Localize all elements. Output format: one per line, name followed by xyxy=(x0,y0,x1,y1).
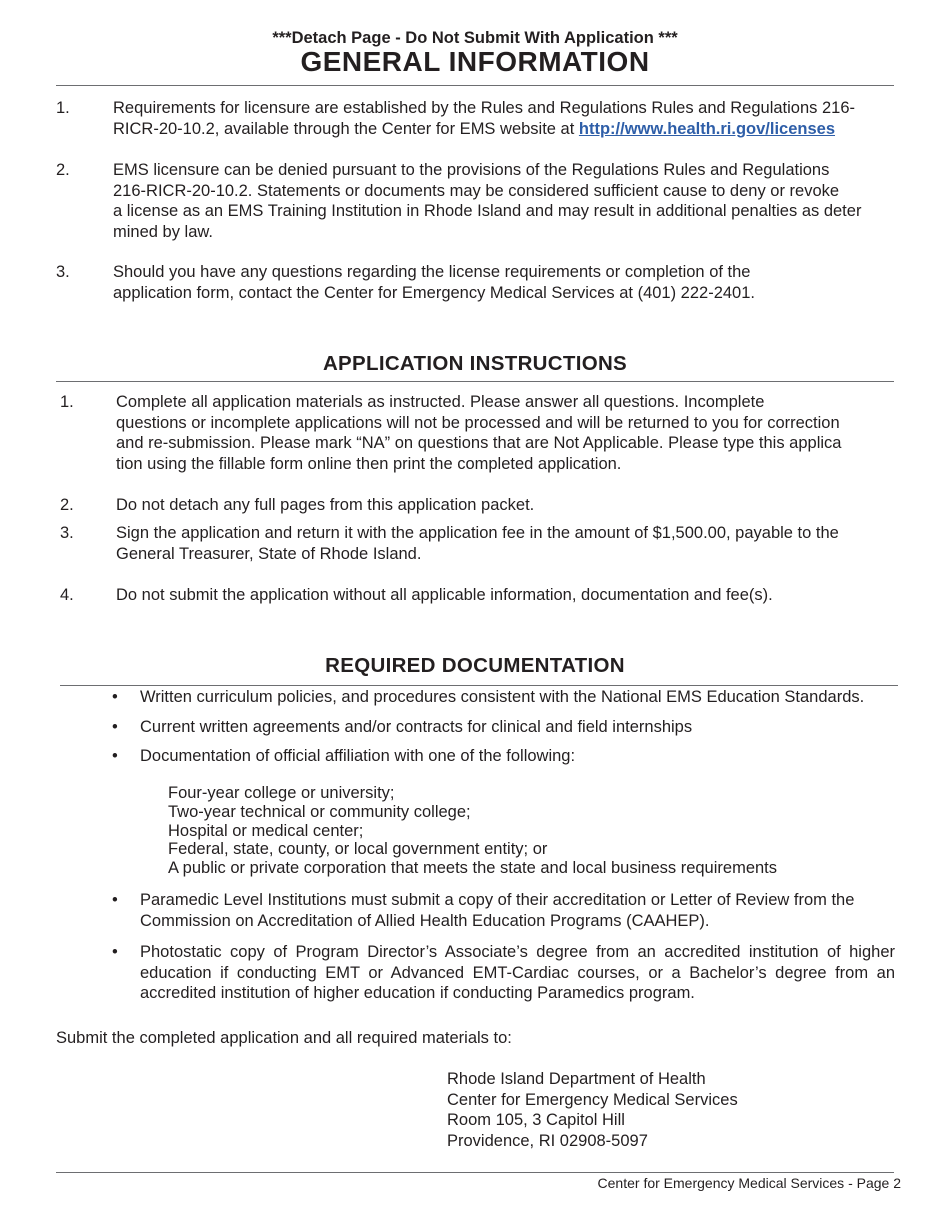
text-line: Should you have any questions regarding the license requirements or completion of the xyxy=(113,263,751,281)
instruction-number: 1. xyxy=(60,393,74,411)
required-docs-heading: REQUIRED DOCUMENTATION xyxy=(325,654,625,677)
instruction-item-3 xyxy=(116,523,916,564)
text-line: Sign the application and return it with the application fee in the amount of $1,500.00, payable to the xyxy=(116,524,839,542)
instruction-item-4 xyxy=(116,585,916,606)
address-line: Providence, RI 02908-5097 xyxy=(447,1131,648,1150)
affiliation-item: Hospital or medical center; xyxy=(168,821,364,840)
required-doc-item: Documentation of official affiliation with one of the following: xyxy=(140,747,576,765)
affiliation-item: Four-year college or university; xyxy=(168,784,395,802)
required-doc-item: Written curriculum policies, and procedures consistent with the National EMS Education Standards. xyxy=(140,688,865,706)
text-line: tion using the fillable form online then print the completed application. xyxy=(116,454,622,473)
general-item-number: 1. xyxy=(56,99,70,117)
address-line: Center for Emergency Medical Services xyxy=(447,1090,738,1109)
general-item-3 xyxy=(113,262,913,303)
title-divider xyxy=(56,85,894,86)
text-line: a license as an EMS Training Institution in Rhode Island and may result in additional penalties as deter xyxy=(113,202,862,220)
submit-instruction: Submit the completed application and all required materials to: xyxy=(56,1029,512,1047)
instructions-heading: APPLICATION INSTRUCTIONS xyxy=(322,352,628,375)
affiliation-item: A public or private corporation that meets the state and local business requirements xyxy=(168,859,778,878)
text-span: RICR-20-10.2, available through the Center for EMS website at xyxy=(113,119,579,138)
footer-divider xyxy=(56,1172,894,1173)
general-item-number: 3. xyxy=(56,263,70,281)
text-line: and re-submission. Please mark “NA” on questions that are Not Applicable. Please type this applica xyxy=(116,434,842,452)
text-line: 216-RICR-20-10.2. Statements or documents may be considered sufficient cause to deny or revoke xyxy=(113,181,840,200)
required-docs-divider xyxy=(60,685,898,686)
instruction-number: 4. xyxy=(60,586,74,604)
instruction-item-2 xyxy=(116,495,916,516)
text-line: application form, contact the Center for Emergency Medical Services at (401) 222-2401. xyxy=(113,283,755,302)
instruction-number: 2. xyxy=(60,496,74,514)
bullet-icon: • xyxy=(112,718,118,736)
general-item-number: 2. xyxy=(56,161,70,179)
text-line: Do not submit the application without all applicable information, documentation and fee(s). xyxy=(116,586,773,604)
address-line: Rhode Island Department of Health xyxy=(447,1070,706,1088)
page-footer: Center for Emergency Medical Services - Page 2 xyxy=(597,1175,901,1191)
required-doc-item: Paramedic Level Institutions must submit a copy of their accreditation or Letter of Review from the Commission on Accreditation of Allied Health Education Programs (CAAHEP). xyxy=(140,891,855,930)
affiliation-item: Federal, state, county, or local government entity; or xyxy=(168,840,548,859)
text-line: Requirements for licensure are established by the Rules and Regulations Rules and Regulations 216- xyxy=(113,99,856,117)
text-line: questions or incomplete applications will not be processed and will be returned to you for correction xyxy=(116,413,840,432)
instructions-divider xyxy=(56,381,894,382)
address-line: Room 105, 3 Capitol Hill xyxy=(447,1111,625,1129)
general-item-1 xyxy=(113,98,913,139)
affiliation-list xyxy=(168,784,868,878)
instruction-item-1 xyxy=(116,392,916,474)
general-item-2 xyxy=(113,160,913,242)
bullet-icon: • xyxy=(112,891,118,909)
text-line: EMS licensure can be denied pursuant to the provisions of the Regulations Rules and Regulations xyxy=(113,161,830,179)
bullet-icon: • xyxy=(112,688,118,706)
text-line xyxy=(113,119,913,140)
bullet-icon: • xyxy=(112,747,118,765)
instruction-number: 3. xyxy=(60,524,74,542)
mailing-address xyxy=(447,1069,887,1151)
text-line: General Treasurer, State of Rhode Island. xyxy=(116,544,422,563)
detach-notice: ***Detach Page - Do Not Submit With Application *** xyxy=(272,29,678,47)
required-doc-item: Photostatic copy of Program Director’s Associate’s degree from an accredited institution of higher education if conducting EMT or Advanced EMT-Cardiac courses, or a Bachelor’s degree from an accredited institution of higher education if conducting Paramedics program. xyxy=(140,943,895,1002)
text-line: Complete all application materials as instructed. Please answer all questions. Incomplete xyxy=(116,393,765,411)
licenses-link[interactable]: http://www.health.ri.gov/licenses xyxy=(578,119,836,138)
text-line: Do not detach any full pages from this application packet. xyxy=(116,496,535,514)
text-line: mined by law. xyxy=(113,222,213,241)
page-title: GENERAL INFORMATION xyxy=(300,46,650,77)
bullet-icon: • xyxy=(112,943,118,961)
affiliation-item: Two-year technical or community college; xyxy=(168,802,471,821)
required-doc-item: Current written agreements and/or contracts for clinical and field internships xyxy=(140,718,693,736)
